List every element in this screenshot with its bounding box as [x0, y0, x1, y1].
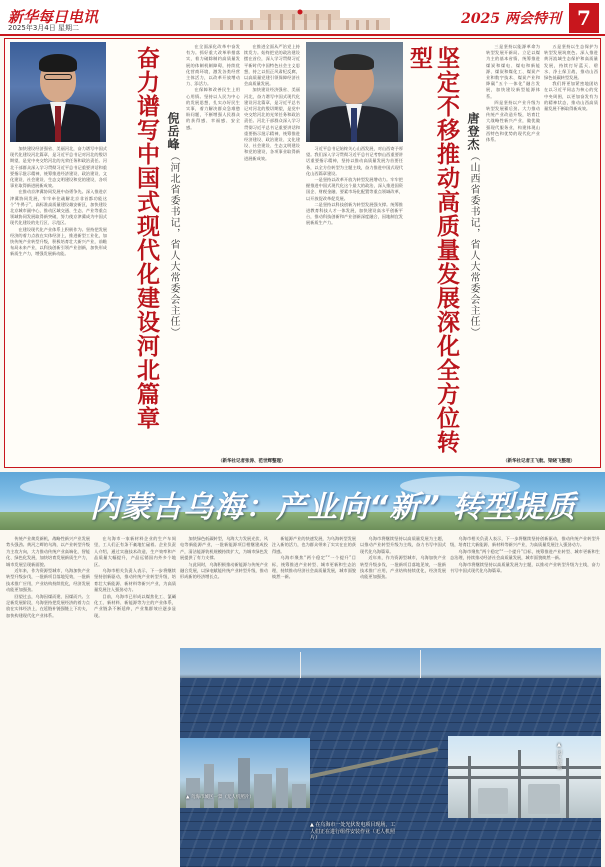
article1-source: （新华社记者张涛、范世辉整理） — [218, 459, 286, 464]
factory-photo-caption: ▲ 园区管廊 — [556, 742, 562, 770]
great-hall-icon — [150, 4, 450, 32]
author-portrait-2 — [306, 42, 403, 142]
article2-byline — [466, 112, 480, 338]
city-photo-caption: ▲ 乌海市城区一景（无人机照片） — [186, 795, 254, 800]
feature-banner — [0, 472, 605, 530]
feature-column-5: 乌海市将继续坚持以高质量发展为主题，以推动产业转型升级为主线，奋力书写中国式现代化乌海篇章。 近年来，作为资源型城市，乌海加快产业转型升级步伐，一批新项目落地见效，一批新技术推广应用，产业结构持续优化，经济发展动能更加强劲。 — [360, 536, 446, 580]
feature-column-1: 传统产业焕发新机，战略性新兴产业发展势头强劲。黄河之畔的乌海，以产业转型升级为主攻方向，大力推动传统产业高端化、智能化、绿色化发展，加快培育发展新质生产力，城市发展呈现新面貌。 近年来，作为资源型城市，乌海加快产业转型升级步伐，一批新项目落地见效，一批新技术推广应用，产业结构持续优化，经济发展动能更加强劲。 回望过去，乌海因煤而建、因煤而兴。立足新发展阶段，乌海坚持把发展经济的着力点放在实体经济上，在延链补链强链上下功夫，加快构建现代化产业体系。 — [6, 536, 90, 618]
article1-column-2: 在全面深化改革中奋发有为。抓好重大改革举措落实，着力破除制约高质量发展的体制机制障碍，持续优化营商环境，激发各类经营主体活力，以改革开放增动力、添活力。 在保障和改善民生上用心用情。坚持以人民为中心的发展思想，扎实办好民生实事，着力解决群众急难愁盼问题，不断增强人民群众的获得感、幸福感、安全感。 — [186, 44, 240, 130]
article2-author: 唐登杰 — [466, 112, 480, 151]
article2-author-role: （山西省委书记，省人大常委会主任） — [468, 151, 479, 338]
article1-column-3: 在推进全面从严治党上持续发力。始终把党的政治建设摆在首位，深入学习贯彻习近平新时代中国特色社会主义思想，持之以恒正风肃纪反腐，以高质量党建引领保障经济社会高质量发展。 加快建设经济强省、美丽河北，奋力谱写中国式现代化建设河北篇章，是习近平总书记对河北的殷切期望，是党中央交给河北的光荣任务和政治责任。河北干部群众深入学习贯彻习近平总书记重要讲话和重要指示批示精神，统筹推进经济建设、政治建设、文化建设、社会建设、生态文明建设和党的建设，各项事业取得新进展新成效。 — [244, 44, 300, 161]
issue-date: 2025年3月4日 星期二 — [8, 24, 79, 32]
feature-headline: 内蒙古乌海：产业向“新” 转型提质 — [90, 490, 577, 525]
feature-column-3: 加快绿色低碳转型，乌海大力发展光伏、风电等新能源产业，一批新能源项目相继建成投产，清洁能源装机规模持续扩大，为城市绿色发展提供了有力支撑。 与此同时，乌海积极推动新能源与传统产业融合发展，以绿电赋能传统产业转型升级，推动形成新的经济增长点。 — [180, 536, 268, 580]
newspaper-logo: 新华每日电讯 — [8, 8, 99, 26]
author-portrait-1 — [10, 42, 106, 142]
article1-column-1: 加快建设经济强省、美丽河北，奋力谱写中国式现代化建设河北篇章，是习近平总书记对河北的殷切期望，是党中央交给河北的光荣任务和政治责任。河北干部群众深入学习贯彻习近平总书记重要讲话和重要指示批示精神，统筹推进经济建设、政治建设、文化建设、社会建设、生态文明建设和党的建设，各项事业取得新进展新成效。 在推动京津冀协同发展中奋勇争先。深入推进京津冀协同发展，牢牢牵住疏解北京非首都功能这个“牛鼻子”，高标准高质量建设雄安新区，加快建设北京城市副中心，推动区域交通、生态、产业等重点领域协同发展取得新突破，努力使京津冀成为中国式现代化建设的先行区、示范区。 在建设现代化产业体系上积极作为。坚持把发展经济的着力点放在实体经济上，推进新型工业化，加快传统产业转型升级，积极培育壮大新兴产业，前瞻布局未来产业，以科技创新引领产业创新，加快形成新质生产力，增强发展新动能。 — [10, 146, 107, 257]
feature-column-6: 乌海市相关负责人表示，下一步将继续坚持创新驱动，推动传统产业转型升级，培育壮大新能源、新材料等新兴产业，为高质量发展注入强劲动力。 乌海市聚焦“两个稳定”“一个提升”目标，统筹推进产业转型、城市更新和生态治理，持续推动经济社会高质量发展，城市面貌焕然一新。 乌海市将继续坚持以高质量发展为主题，以推动产业转型升级为主线，奋力书写中国式现代化乌海篇章。 — [450, 536, 600, 574]
article1-author-role: （河北省委书记，省人大常委会主任） — [168, 151, 179, 338]
article2-source: （新华社记者王飞航、梁晓飞整理） — [503, 459, 575, 464]
page-number: 7 — [569, 3, 599, 33]
article1-author: 倪岳峰 — [166, 112, 180, 151]
article2-column-3: 五是坚持以生态保护为转型发展筑底色。深入推进黄河流域生态保护和高质量发展，持续打好蓝天、碧水、净土保卫战，推动山西绿色低碳转型发展。 我们将更加紧密地团结在以习近平同志为核心的党中央周围，以更加奋发有为的精神状态，推动山西高质量发展不断取得新成效。 — [544, 44, 598, 112]
article1-byline — [166, 112, 180, 338]
feature-column-2: 在乌海市一家新材料企业的生产车间里，工人们正有条不紊地忙碌着。企业负责人介绍，通过实施技术改造，生产效率和产品质量大幅提升，产品远销国内外多个地区。 乌海市相关负责人表示，下一步将继续坚持创新驱动，推动传统产业转型升级，培育壮大新能源、新材料等新兴产业，为高质量发展注入强劲动力。 目前，乌海市已形成以煤焦化工、氯碱化工、新材料、新能源等为主的产业体系，产业链条不断延伸，产业集群效应逐步显现。 — [94, 536, 176, 618]
article1-headline: 奋力谱写中国式现代化建设河北篇章 — [133, 46, 160, 430]
article2-column-1: 习近平总书记始终关心山西发展，对山西寄予厚望。我们深入学习贯彻习近平总书记考察山西重要讲话重要指示精神，坚持以推动高质量发展为首要任务，以全方位转型为主题主线，奋力推进中国式现代化山西篇章建设。 一是坚持以改革开放为转型发展增动力。牢牢把握推进中国式现代化这个最大的政治，深入推进国资国企、财税金融、要素市场化配置等重点领域改革，以开放促改革促发展。 二是坚持以科技创新为转型发展强支撑。统筹推进教育科技人才一体发展，加快建设高水平创新平台，推动科技创新和产业创新深度融合，因地制宜发展新质生产力。 — [306, 146, 403, 226]
feature-column-4: 新能源产业的快速发展，为乌海转型发展注入新的活力，也为群众带来了实实在在的获得感。 乌海市聚焦“两个稳定”“一个提升”目标，统筹推进产业转型、城市更新和生态治理，持续推动经济社会高质量发展，城市面貌焕然一新。 — [272, 536, 356, 580]
industrial-pipeline-photo — [448, 736, 601, 818]
page-header — [0, 0, 605, 36]
solar-photo-caption: ▲ 在乌海市一处光伏发电项目现场，工人们正在进行组件安装作业（无人机照片） — [310, 822, 396, 841]
article2-column-2: 三是坚持以能源革命为转型发展开新局。立足以煤为主的基本省情，统筹推进煤炭和煤电、煤电和新能源、煤炭和煤化工、煤炭产业和数字技术、煤炭产业和降碳“五个一体化”融合发展，加快建设新型能源体系。 四是坚持以产业升级为转型发展蓄后劲。大力推动传统产业改造升级，培育壮大战略性新兴产业，做优做强现代服务业，构建体现山西特色和优势的现代化产业体系。 — [486, 44, 540, 143]
article2-headline: 坚定不移推动高质量发展深化全方位转型 — [406, 46, 460, 454]
section-label: 2025 两会特刊 — [461, 11, 561, 27]
